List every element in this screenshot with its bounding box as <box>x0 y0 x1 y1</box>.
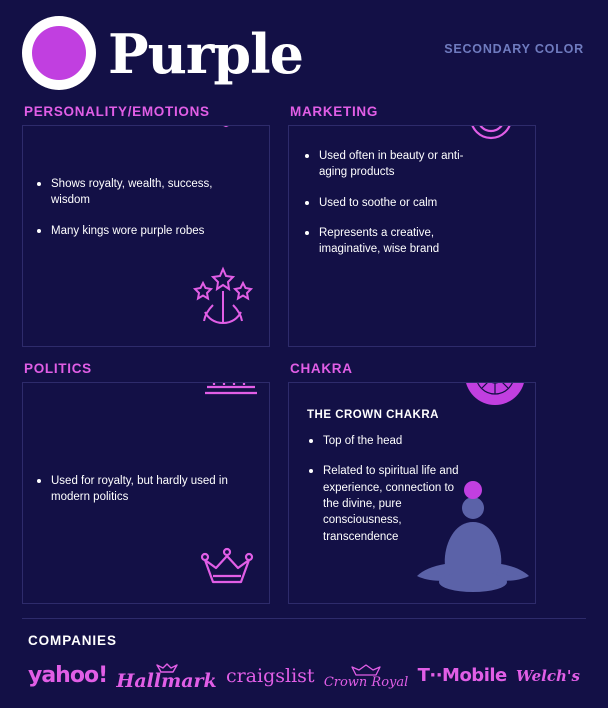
page-title: Purple <box>108 22 303 86</box>
companies-divider <box>22 618 586 619</box>
cards-row-2 <box>22 361 586 604</box>
crown-icon <box>199 546 255 595</box>
crown-royal-logo-text: Crown Royal <box>323 674 409 690</box>
card-personality-heading: PERSONALITY/EMOTIONS <box>24 104 210 119</box>
color-swatch-ring <box>22 16 96 90</box>
secondary-color-label: SECONDARY COLOR <box>444 42 584 56</box>
welchs-logo: Welch's <box>516 666 580 685</box>
card-marketing-bullets <box>289 126 535 258</box>
card-personality <box>22 104 270 347</box>
yahoo-logo: yahoo! <box>28 663 108 688</box>
card-politics-heading: POLITICS <box>24 361 92 376</box>
card-politics-bullets <box>23 383 269 506</box>
craigslist-logo: craigslist <box>225 664 315 687</box>
card-chakra <box>288 361 536 604</box>
card-politics <box>22 361 270 604</box>
fireworks-icon <box>187 261 259 336</box>
card-chakra-subheading: THE CROWN CHAKRA <box>307 409 439 421</box>
header <box>0 0 608 92</box>
card-chakra-bullets <box>307 433 521 545</box>
purple-color-swatch <box>32 26 86 80</box>
card-marketing-body <box>288 125 536 347</box>
list-item: Used often in beauty or anti-aging products <box>303 148 484 181</box>
cards-row-1 <box>22 104 586 347</box>
card-marketing-heading: MARKETING <box>290 104 379 119</box>
card-marketing <box>288 104 536 347</box>
list-item: Shows royalty, wealth, success, wisdom <box>35 176 231 209</box>
hallmark-logo-text: Hallmark <box>116 670 217 692</box>
list-item: Used for royalty, but hardly used in modern politics <box>35 473 241 506</box>
crown-royal-logo <box>324 663 409 689</box>
list-item: Used to soothe or calm <box>303 195 484 211</box>
list-item: Many kings wore purple robes <box>35 223 231 239</box>
card-chakra-body <box>288 382 536 604</box>
list-item: Related to spiritual life and experience, connection to the divine, pure consciousness, transcendence <box>307 463 473 545</box>
list-item: Top of the head <box>307 433 473 449</box>
companies-logo-row <box>0 648 608 691</box>
card-politics-body <box>22 382 270 604</box>
companies-heading: COMPANIES <box>28 633 117 648</box>
t-mobile-logo: T··Mobile <box>417 665 507 686</box>
card-chakra-heading: CHAKRA <box>290 361 353 376</box>
card-personality-body <box>22 125 270 347</box>
cards-grid <box>0 92 608 604</box>
card-chakra-content <box>289 383 535 545</box>
card-personality-bullets <box>23 126 269 239</box>
list-item: Represents a creative, imaginative, wise brand <box>303 225 484 258</box>
hallmark-logo <box>116 660 216 691</box>
